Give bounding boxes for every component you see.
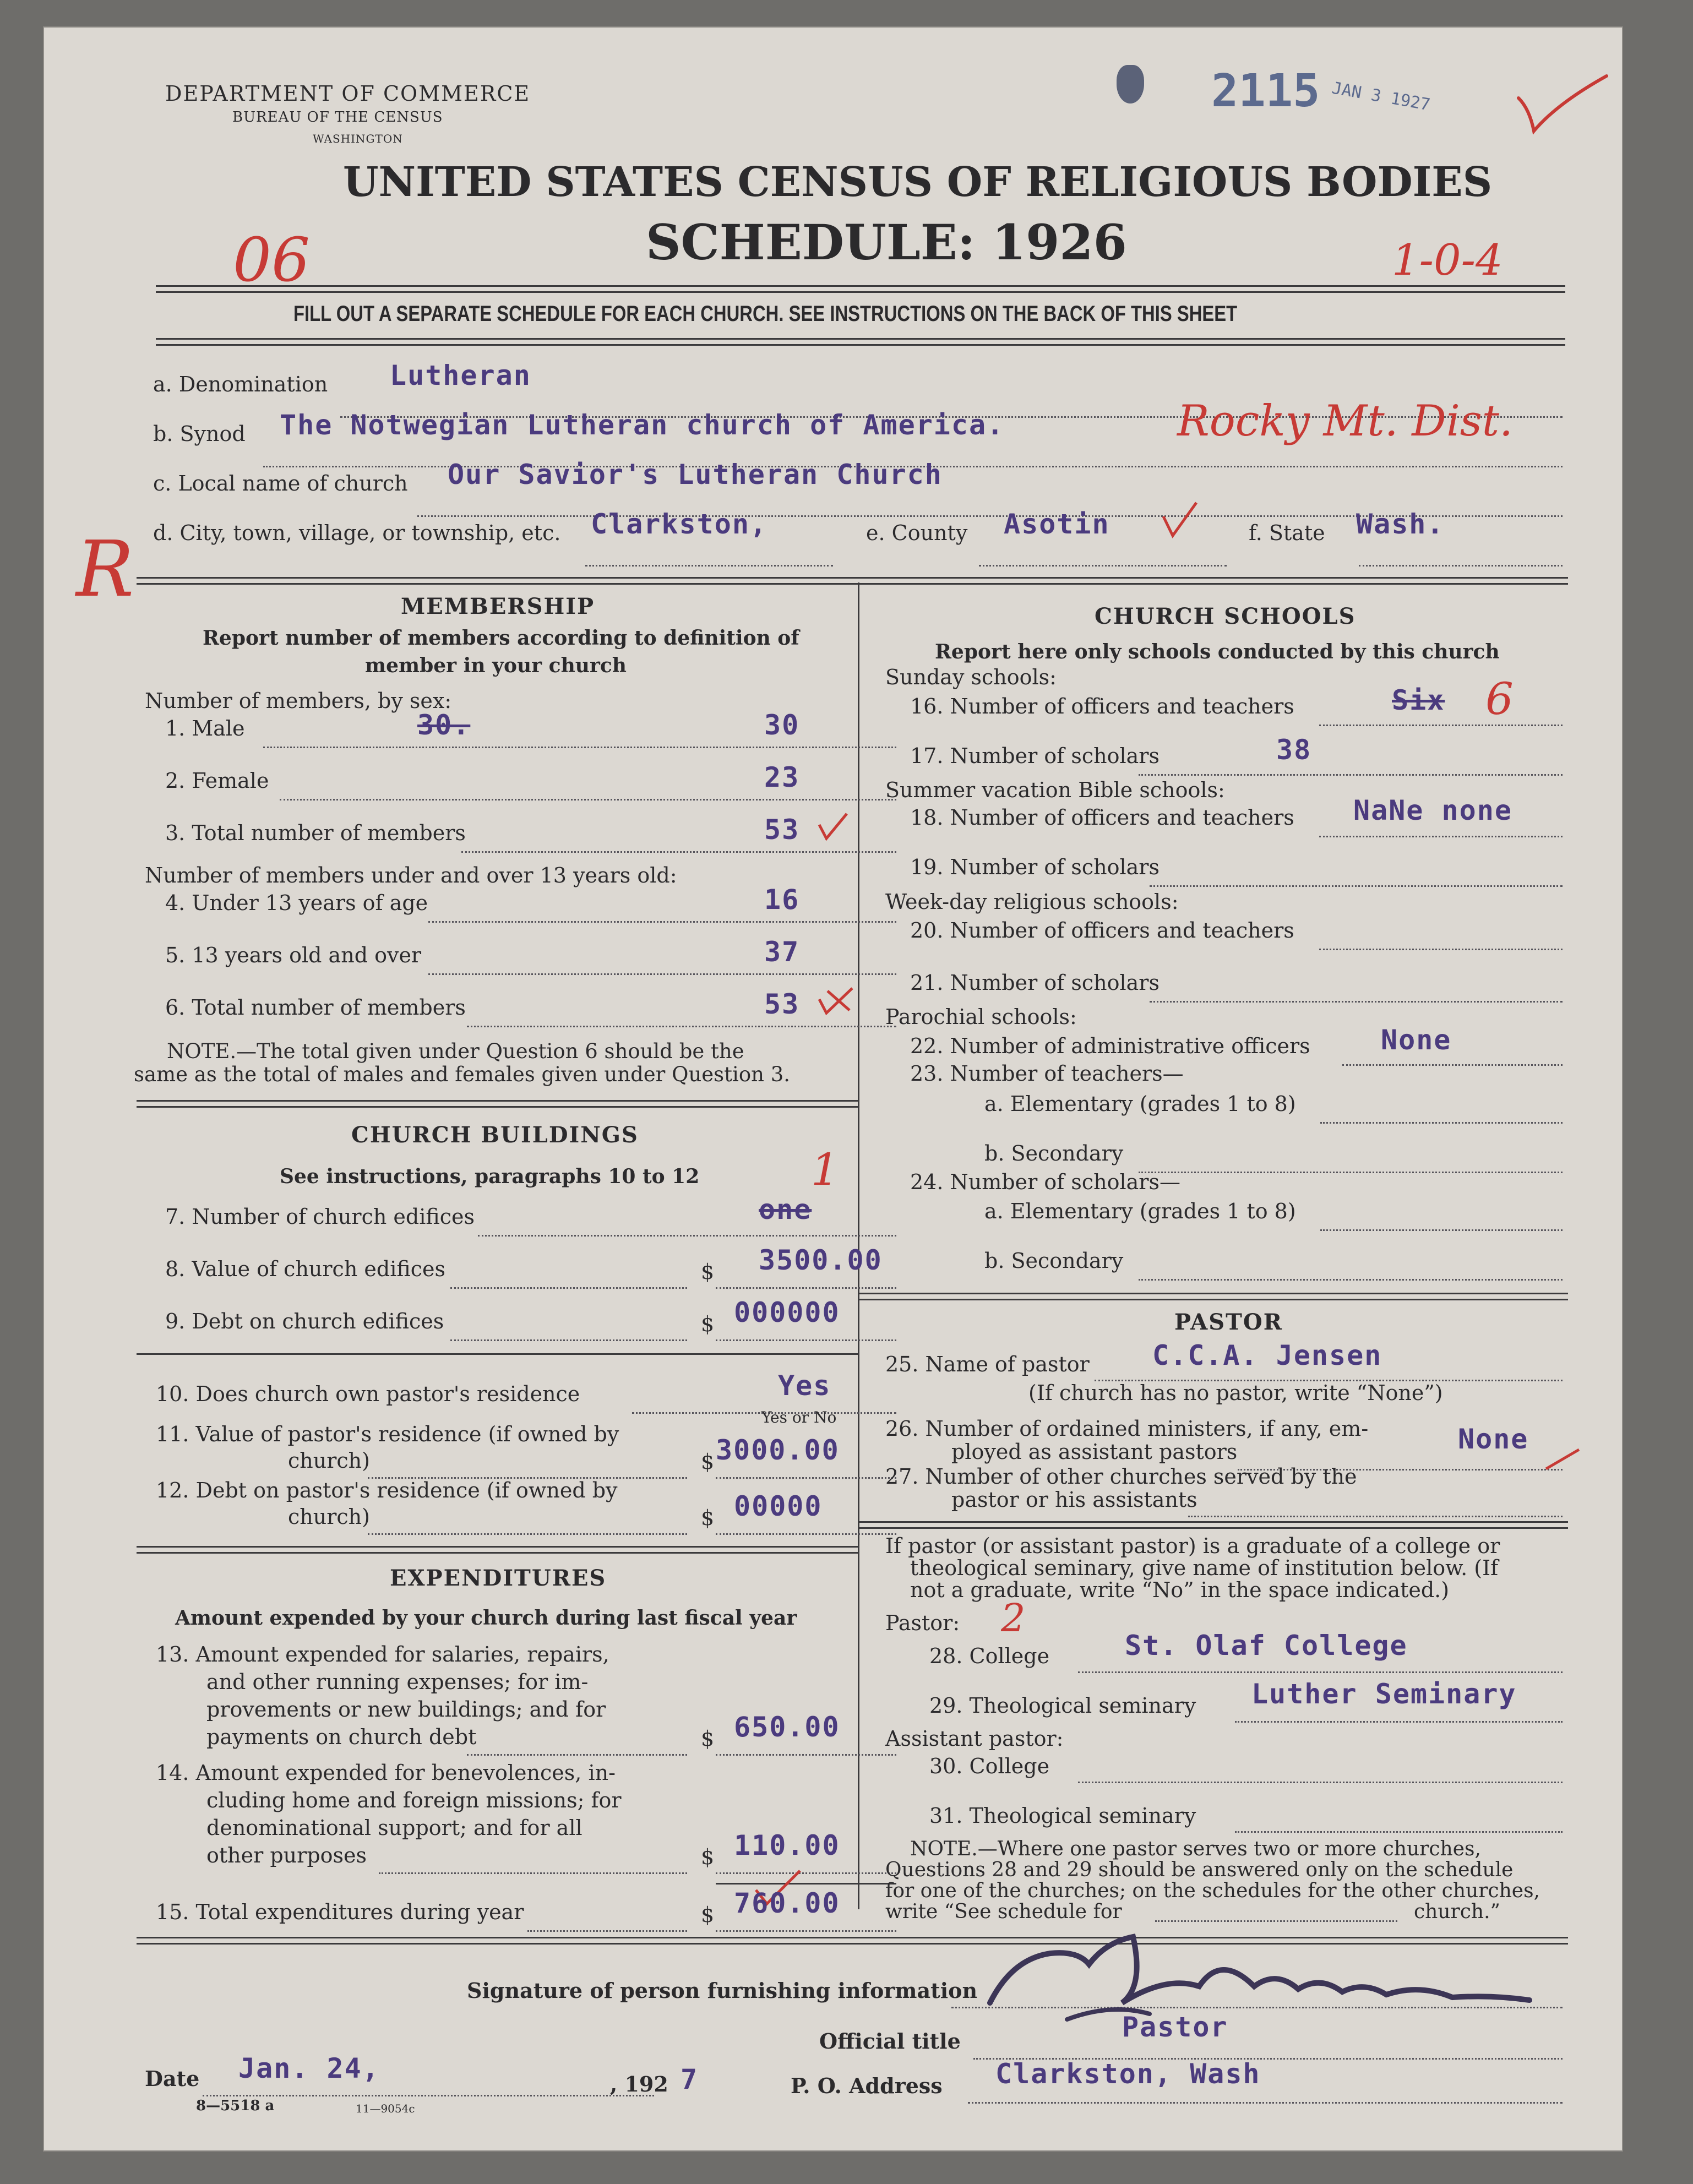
q2-label: 2. Female (165, 769, 269, 793)
synod-value[interactable]: The Notwegian Lutheran church of America. (280, 409, 1005, 441)
q25-hint: (If church has no pastor, write “None”) (1028, 1381, 1443, 1405)
members-by-sex: Number of members, by sex: (145, 689, 452, 713)
date-value[interactable]: Jan. 24, (238, 2052, 380, 2084)
q8-value[interactable]: 3500.00 (759, 1244, 883, 1276)
membership-intro-1: Report number of members according to definition of (203, 627, 799, 650)
church-name-value[interactable]: Our Savior's Lutheran Church (448, 459, 943, 491)
q29-label: 29. Theological seminary (929, 1693, 1196, 1718)
q11-label-1: 11. Value of pastor's residence (if owned by (156, 1422, 619, 1446)
q6-check-icon (816, 985, 855, 1019)
year-digit[interactable]: 7 (681, 2063, 699, 2095)
q12-dollar: $ (701, 1506, 715, 1530)
pastor-note-1: NOTE.—Where one pastor serves two or more churches, (910, 1838, 1481, 1860)
pastor-rule (858, 1521, 1568, 1529)
pastor-note-5: church.” (1414, 1900, 1500, 1923)
q16-label: 16. Number of officers and teachers (910, 694, 1294, 718)
q23-label: 23. Number of teachers— (910, 1061, 1184, 1086)
assistant-pastor-label: Assistant pastor: (885, 1726, 1064, 1751)
membership-rule (137, 1100, 858, 1108)
q30-label: 30. College (929, 1754, 1050, 1778)
form-number: 8—5518 a (196, 2098, 275, 2114)
q1-label: 1. Male (165, 716, 245, 740)
membership-heading: MEMBERSHIP (401, 593, 595, 619)
sunday-schools-label: Sunday schools: (885, 665, 1057, 689)
q14-value[interactable]: 110.00 (734, 1829, 840, 1861)
q31-label: 31. Theological seminary (929, 1804, 1196, 1828)
q25-value[interactable]: C.C.A. Jensen (1152, 1339, 1382, 1371)
signature-label: Signature of person furnishing information (467, 1978, 978, 2003)
q24-label: 24. Number of scholars— (910, 1170, 1180, 1194)
q24b-label: b. Secondary (984, 1249, 1124, 1273)
section-rule (137, 577, 1568, 585)
membership-note-1: NOTE.—The total given under Question 6 should be the (167, 1039, 744, 1063)
expenditures-heading: EXPENDITURES (390, 1565, 607, 1591)
graduate-note-1: If pastor (or assistant pastor) is a graduate of a college or (885, 1534, 1500, 1558)
po-address-label: P. O. Address (791, 2073, 943, 2098)
schools-rule (858, 1293, 1568, 1300)
q3-check-icon (816, 811, 850, 844)
receipt-stamp-date: JAN 3 1927 (1330, 78, 1432, 115)
buildings-intro: See instructions, paragraphs 10 to 12 (280, 1165, 700, 1188)
q24a-label: a. Elementary (grades 1 to 8) (984, 1199, 1296, 1223)
graduate-note-2: theological seminary, give name of institution below. (If (910, 1556, 1499, 1580)
membership-note-2: same as the total of males and females given under Question 3. (134, 1063, 791, 1086)
q13-label-3: provements or new buildings; and for (206, 1697, 606, 1722)
q9-label: 9. Debt on church edifices (165, 1309, 444, 1333)
q10-label: 10. Does church own pastor's residence (156, 1382, 580, 1406)
q22-label: 22. Number of administrative officers (910, 1034, 1310, 1058)
census-schedule-sheet (43, 26, 1623, 2152)
q26-label-2: ployed as assistant pastors (951, 1440, 1238, 1464)
schools-heading: CHURCH SCHOOLS (1095, 603, 1356, 629)
schedule-title: SCHEDULE: 1926 (646, 214, 1127, 271)
pastor-note-2: Questions 28 and 29 should be answered only on the schedule (885, 1859, 1514, 1881)
q13-dollar: $ (701, 1726, 715, 1751)
q8-dollar: $ (701, 1260, 715, 1284)
form-title: UNITED STATES CENSUS OF RELIGIOUS BODIES (343, 159, 1493, 206)
q18-label: 18. Number of officers and teachers (910, 805, 1294, 830)
print-number: 11—9054c (356, 2102, 415, 2115)
q13-label-2: and other running expenses; for im- (206, 1670, 589, 1694)
q3-value[interactable]: 53 (764, 814, 800, 846)
q25-label: 25. Name of pastor (885, 1352, 1090, 1376)
q23b-label: b. Secondary (984, 1141, 1124, 1165)
state-label: f. State (1249, 521, 1325, 545)
church-name-label: c. Local name of church (153, 471, 408, 495)
city-value[interactable]: Clarkston, (591, 508, 768, 540)
q3-label: 3. Total number of members (165, 821, 466, 845)
q14-label-4: other purposes (206, 1843, 367, 1867)
q4-label: 4. Under 13 years of age (165, 891, 428, 915)
q13-label-4: payments on church debt (206, 1725, 477, 1749)
q1-value[interactable]: 30 (764, 709, 800, 741)
q4-value[interactable]: 16 (764, 884, 800, 916)
pastor-signature (968, 1920, 1546, 2030)
membership-intro-2: member in your church (365, 654, 627, 677)
synod-label: b. Synod (153, 422, 246, 446)
q27-label-2: pastor or his assistants (951, 1488, 1197, 1512)
q13-value[interactable]: 650.00 (734, 1711, 840, 1743)
expenditures-intro: Amount expended by your church during last fiscal year (175, 1606, 797, 1630)
date-label: Date (145, 2066, 200, 2091)
q5-label: 5. 13 years old and over (165, 943, 422, 967)
q12-label-1: 12. Debt on pastor's residence (if owned by (156, 1478, 618, 1502)
margin-mark: R (76, 525, 134, 614)
q28-label: 28. College (929, 1644, 1050, 1668)
residence-rule (137, 1546, 858, 1554)
q10-value[interactable]: Yes (778, 1370, 831, 1402)
q11-dollar: $ (701, 1450, 715, 1474)
q26-value[interactable]: None (1458, 1423, 1529, 1455)
q15-value[interactable]: 760.00 (734, 1887, 840, 1919)
q14-label-3: denominational support; and for all (206, 1816, 583, 1840)
q7-label: 7. Number of church edifices (165, 1205, 475, 1229)
q15-dollar: $ (701, 1903, 715, 1927)
year-prefix: , 192 (610, 2072, 668, 2096)
q22-value[interactable]: None (1381, 1024, 1452, 1056)
q16-value[interactable]: 6 (1485, 673, 1514, 725)
q8-label: 8. Value of church edifices (165, 1257, 445, 1281)
q10-hint: Yes or No (761, 1408, 837, 1426)
weekday-schools-label: Week-day religious schools: (885, 890, 1179, 914)
synod-note: Rocky Mt. Dist. (1177, 396, 1513, 446)
bureau-label: BUREAU OF THE CENSUS (232, 109, 443, 126)
buildings-rule (137, 1353, 858, 1355)
pastor-sub-label: Pastor: (885, 1611, 960, 1635)
q28-value[interactable]: St. Olaf College (1125, 1630, 1408, 1662)
q14-label-2: cluding home and foreign missions; for (206, 1788, 622, 1812)
pastor-mark: 2 (1001, 1595, 1026, 1641)
county-value[interactable]: Asotin (1004, 508, 1110, 540)
fill-out-note: FILL OUT A SEPARATE SCHEDULE FOR EACH CHURCH. SEE INSTRUCTIONS ON THE BACK OF THIS SHEET (293, 302, 1238, 326)
q27-label-1: 27. Number of other churches served by the (885, 1464, 1357, 1489)
q20-label: 20. Number of officers and teachers (910, 918, 1294, 943)
q18-value[interactable]: NaNe none (1353, 794, 1512, 826)
county-label: e. County (866, 521, 968, 545)
q23a-label: a. Elementary (grades 1 to 8) (984, 1092, 1296, 1116)
county-check-icon (1161, 500, 1199, 544)
q15-label: 15. Total expenditures during year (156, 1900, 524, 1924)
receipt-stamp-number: 2115 (1211, 65, 1320, 117)
q9-value[interactable]: 000000 (734, 1297, 840, 1328)
official-title-label: Official title (819, 2029, 961, 2054)
q26-label-1: 26. Number of ordained ministers, if any, em- (885, 1417, 1369, 1441)
q16-struck-value: Six (1392, 684, 1445, 716)
q1-struck-value: 30. (417, 709, 471, 741)
q6-label: 6. Total number of members (165, 995, 466, 1020)
q12-label-2: church) (288, 1505, 370, 1529)
q19-label: 19. Number of scholars (910, 855, 1159, 879)
city-label: d. City, town, village, or township, etc. (153, 521, 561, 545)
graduate-note-3: not a graduate, write “No” in the space indicated.) (910, 1578, 1450, 1602)
members-by-age: Number of members under and over 13 years old: (145, 863, 677, 887)
official-title-value[interactable]: Pastor (1122, 2011, 1228, 2043)
q17-label: 17. Number of scholars (910, 744, 1159, 768)
q7-value[interactable]: one (759, 1194, 812, 1226)
summer-schools-label: Summer vacation Bible schools: (885, 778, 1225, 802)
code-left: 06 (233, 225, 310, 295)
code-right: 1-0-4 (1392, 236, 1503, 285)
stamp-mark (1117, 65, 1144, 104)
pastor-note-4: write “See schedule for (885, 1900, 1122, 1923)
q5-value[interactable]: 37 (764, 936, 800, 968)
q11-label-2: church) (288, 1448, 370, 1473)
q17-value[interactable]: 38 (1276, 734, 1312, 766)
q11-value[interactable]: 3000.00 (716, 1434, 840, 1466)
po-address-value[interactable]: Clarkston, Wash (995, 2058, 1261, 2090)
q14-dollar: $ (701, 1845, 715, 1869)
schools-intro: Report here only schools conducted by this church (935, 640, 1500, 663)
dept-label: DEPARTMENT OF COMMERCE (165, 81, 531, 106)
q2-value[interactable]: 23 (764, 761, 800, 793)
header-rule-top (156, 285, 1565, 293)
q26-check-icon (1543, 1447, 1582, 1474)
washington-label: WASHINGTON (313, 132, 403, 145)
q29-value[interactable]: Luther Seminary (1251, 1678, 1517, 1710)
q7-mark: 1 (811, 1144, 839, 1195)
q14-label-1: 14. Amount expended for benevolences, in- (156, 1761, 616, 1785)
q14-total-line (716, 1883, 896, 1885)
denomination-label: a. Denomination (153, 372, 328, 396)
check-mark-icon (1513, 65, 1612, 142)
pastor-heading: PASTOR (1174, 1309, 1283, 1335)
q13-label-1: 13. Amount expended for salaries, repairs, (156, 1642, 609, 1666)
q9-dollar: $ (701, 1312, 715, 1336)
denomination-value[interactable]: Lutheran (390, 360, 531, 391)
q12-value[interactable]: 00000 (734, 1490, 823, 1522)
q21-label: 21. Number of scholars (910, 971, 1159, 995)
buildings-heading: CHURCH BUILDINGS (351, 1122, 639, 1148)
q6-value[interactable]: 53 (764, 988, 800, 1020)
header-rule-bottom (156, 338, 1565, 346)
pastor-note-3: for one of the churches; on the schedules for the other churches, (885, 1880, 1540, 1902)
parochial-schools-label: Parochial schools: (885, 1005, 1077, 1029)
state-value[interactable]: Wash. (1356, 508, 1445, 540)
